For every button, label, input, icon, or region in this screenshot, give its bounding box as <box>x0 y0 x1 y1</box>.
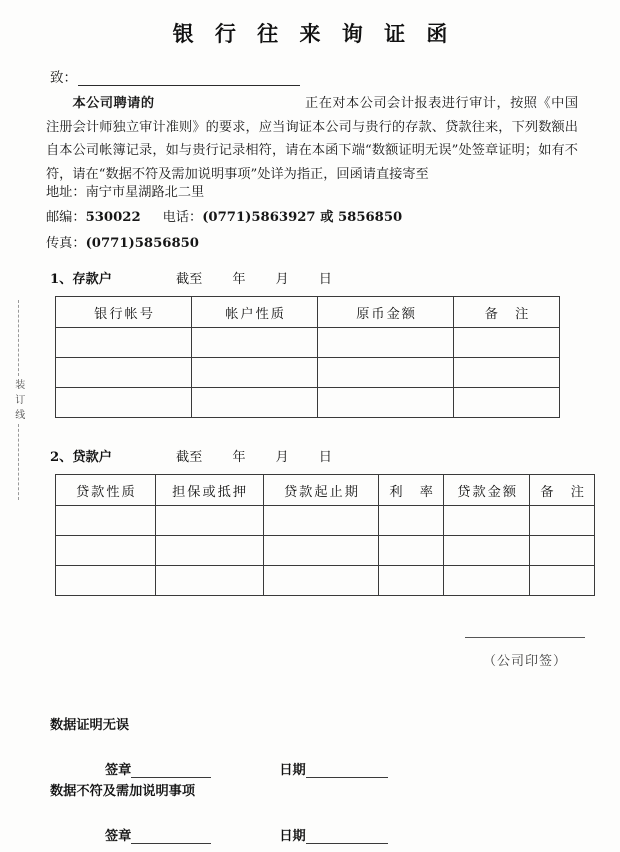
body-text-part2: 正在对本公司会计报表进行审计，按照《中国注册会计师独立审计准则》的要求，应当询证本公司与贵行的存款、贷款往来，下列数额出自本公司帐簿记录，如与贵行记录相符，请在本函下端“数额证明无误”处签章证明；如有不符，请在“数据不符及需加说明事项”处详为指正，回函请直接寄至 <box>46 96 579 182</box>
cell-bank-account[interactable] <box>56 388 192 418</box>
binding-margin <box>8 300 28 500</box>
address-value: 南宁市星湖路北二里 <box>85 185 205 200</box>
cell-loan-amount[interactable] <box>444 566 530 596</box>
deposit-account-table <box>55 296 560 418</box>
confirm-heading: 数据证明无误 <box>50 718 130 733</box>
discrepancy-date-input[interactable] <box>306 829 388 844</box>
loan-cutoff <box>176 446 332 465</box>
deposit-cutoff-year: 年 <box>232 272 246 287</box>
loan-account-table <box>55 474 595 596</box>
binding-dash-top <box>18 300 19 376</box>
cell-interest-rate[interactable] <box>379 506 444 536</box>
loan-heading-label: 2、贷款户 <box>50 450 112 465</box>
cell-loan-period[interactable] <box>263 506 379 536</box>
deposit-heading-label: 1、存款户 <box>50 272 112 287</box>
cell-loan-amount[interactable] <box>444 536 530 566</box>
address-label: 地址： <box>46 185 86 200</box>
fax-value: (0771)5856850 <box>85 235 199 251</box>
confirm-date-input[interactable] <box>306 763 388 778</box>
cell-loan-type[interactable] <box>56 536 156 566</box>
cell-loan-amount[interactable] <box>444 506 530 536</box>
table-row <box>56 566 595 596</box>
cell-remarks[interactable] <box>530 566 595 596</box>
confirm-date-label: 日期 <box>279 763 306 778</box>
addressee-input[interactable] <box>78 70 300 86</box>
addressee-label: 致： <box>50 70 77 86</box>
cell-loan-period[interactable] <box>263 536 379 566</box>
loan-cutoff-day: 日 <box>318 450 332 465</box>
cell-original-amount[interactable] <box>318 328 454 358</box>
cell-guarantee[interactable] <box>155 506 263 536</box>
phone-value: (0771)5863927 或 5856850 <box>202 210 403 226</box>
deposit-cutoff-label: 截至 <box>175 272 203 287</box>
binding-dash-bottom <box>18 424 19 500</box>
column-header-account-type: 帐户性质 <box>192 297 318 328</box>
table-row <box>56 536 595 566</box>
column-header-guarantee: 担保或抵押 <box>155 475 263 506</box>
discrepancy-seal-label: 签章 <box>105 829 132 844</box>
confirm-seal-label: 签章 <box>105 763 132 778</box>
phone-label: 电话： <box>162 210 203 226</box>
column-header-loan-amount: 贷款金额 <box>444 475 530 506</box>
column-header-interest-rate: 利 率 <box>379 475 444 506</box>
cell-account-type[interactable] <box>192 388 318 418</box>
table-row <box>56 358 560 388</box>
cell-remarks[interactable] <box>530 536 595 566</box>
confirm-seal-input[interactable] <box>131 763 211 778</box>
cell-account-type[interactable] <box>192 358 318 388</box>
cell-bank-account[interactable] <box>56 328 192 358</box>
cell-remarks[interactable] <box>530 506 595 536</box>
postcode-label: 邮编： <box>46 210 86 226</box>
page-title: 银 行 往 来 询 证 函 <box>172 21 455 46</box>
cell-loan-period[interactable] <box>263 566 379 596</box>
body-paragraph <box>46 92 578 186</box>
company-seal-caption: （公司印签） <box>482 654 567 669</box>
cell-interest-rate[interactable] <box>379 566 444 596</box>
column-header-loan-period: 贷款起止期 <box>263 475 379 506</box>
table-row <box>56 388 560 418</box>
deposit-section-heading <box>50 268 332 287</box>
loan-cutoff-label: 截至 <box>175 450 203 465</box>
cell-loan-type[interactable] <box>56 506 156 536</box>
deposit-cutoff-day: 日 <box>318 272 332 287</box>
postcode-phone-line <box>46 205 402 230</box>
cell-loan-type[interactable] <box>56 566 156 596</box>
column-header-bank-account: 银行帐号 <box>56 297 192 328</box>
cell-guarantee[interactable] <box>155 536 263 566</box>
signoff-section <box>50 714 450 846</box>
binding-label: 装 订 线 <box>12 379 24 421</box>
cell-remarks[interactable] <box>454 388 560 418</box>
table-row <box>56 328 560 358</box>
discrepancy-seal-input[interactable] <box>131 829 211 844</box>
cell-original-amount[interactable] <box>318 358 454 388</box>
postcode-value: 530022 <box>85 210 141 226</box>
cell-guarantee[interactable] <box>155 566 263 596</box>
loan-cutoff-month: 月 <box>275 450 289 465</box>
cell-remarks[interactable] <box>454 328 560 358</box>
loan-cutoff-year: 年 <box>232 450 246 465</box>
discrepancy-sign-row <box>105 825 450 844</box>
company-seal-line[interactable] <box>465 636 585 638</box>
cell-account-type[interactable] <box>192 328 318 358</box>
column-header-original-amount: 原币金额 <box>318 297 454 328</box>
cell-remarks[interactable] <box>454 358 560 388</box>
address-line <box>46 180 402 205</box>
table-header-row <box>56 297 560 328</box>
addressee-line <box>50 66 300 86</box>
body-text-part1: 本公司聘请的 <box>72 96 155 111</box>
discrepancy-date-label: 日期 <box>279 829 306 844</box>
fax-label: 传真： <box>46 235 86 251</box>
fax-line <box>46 231 402 256</box>
cell-bank-account[interactable] <box>56 358 192 388</box>
company-seal-area <box>455 636 595 669</box>
table-header-row <box>56 475 595 506</box>
cell-original-amount[interactable] <box>318 388 454 418</box>
deposit-cutoff <box>176 268 332 287</box>
table-row <box>56 506 595 536</box>
column-header-remarks: 备 注 <box>454 297 560 328</box>
column-header-remarks: 备 注 <box>530 475 595 506</box>
column-header-loan-type: 贷款性质 <box>56 475 156 506</box>
return-address-block <box>46 180 402 256</box>
discrepancy-heading: 数据不符及需加说明事项 <box>50 784 196 799</box>
loan-section-heading <box>50 446 332 465</box>
deposit-cutoff-month: 月 <box>275 272 289 287</box>
cell-interest-rate[interactable] <box>379 536 444 566</box>
confirm-sign-row <box>105 759 450 778</box>
